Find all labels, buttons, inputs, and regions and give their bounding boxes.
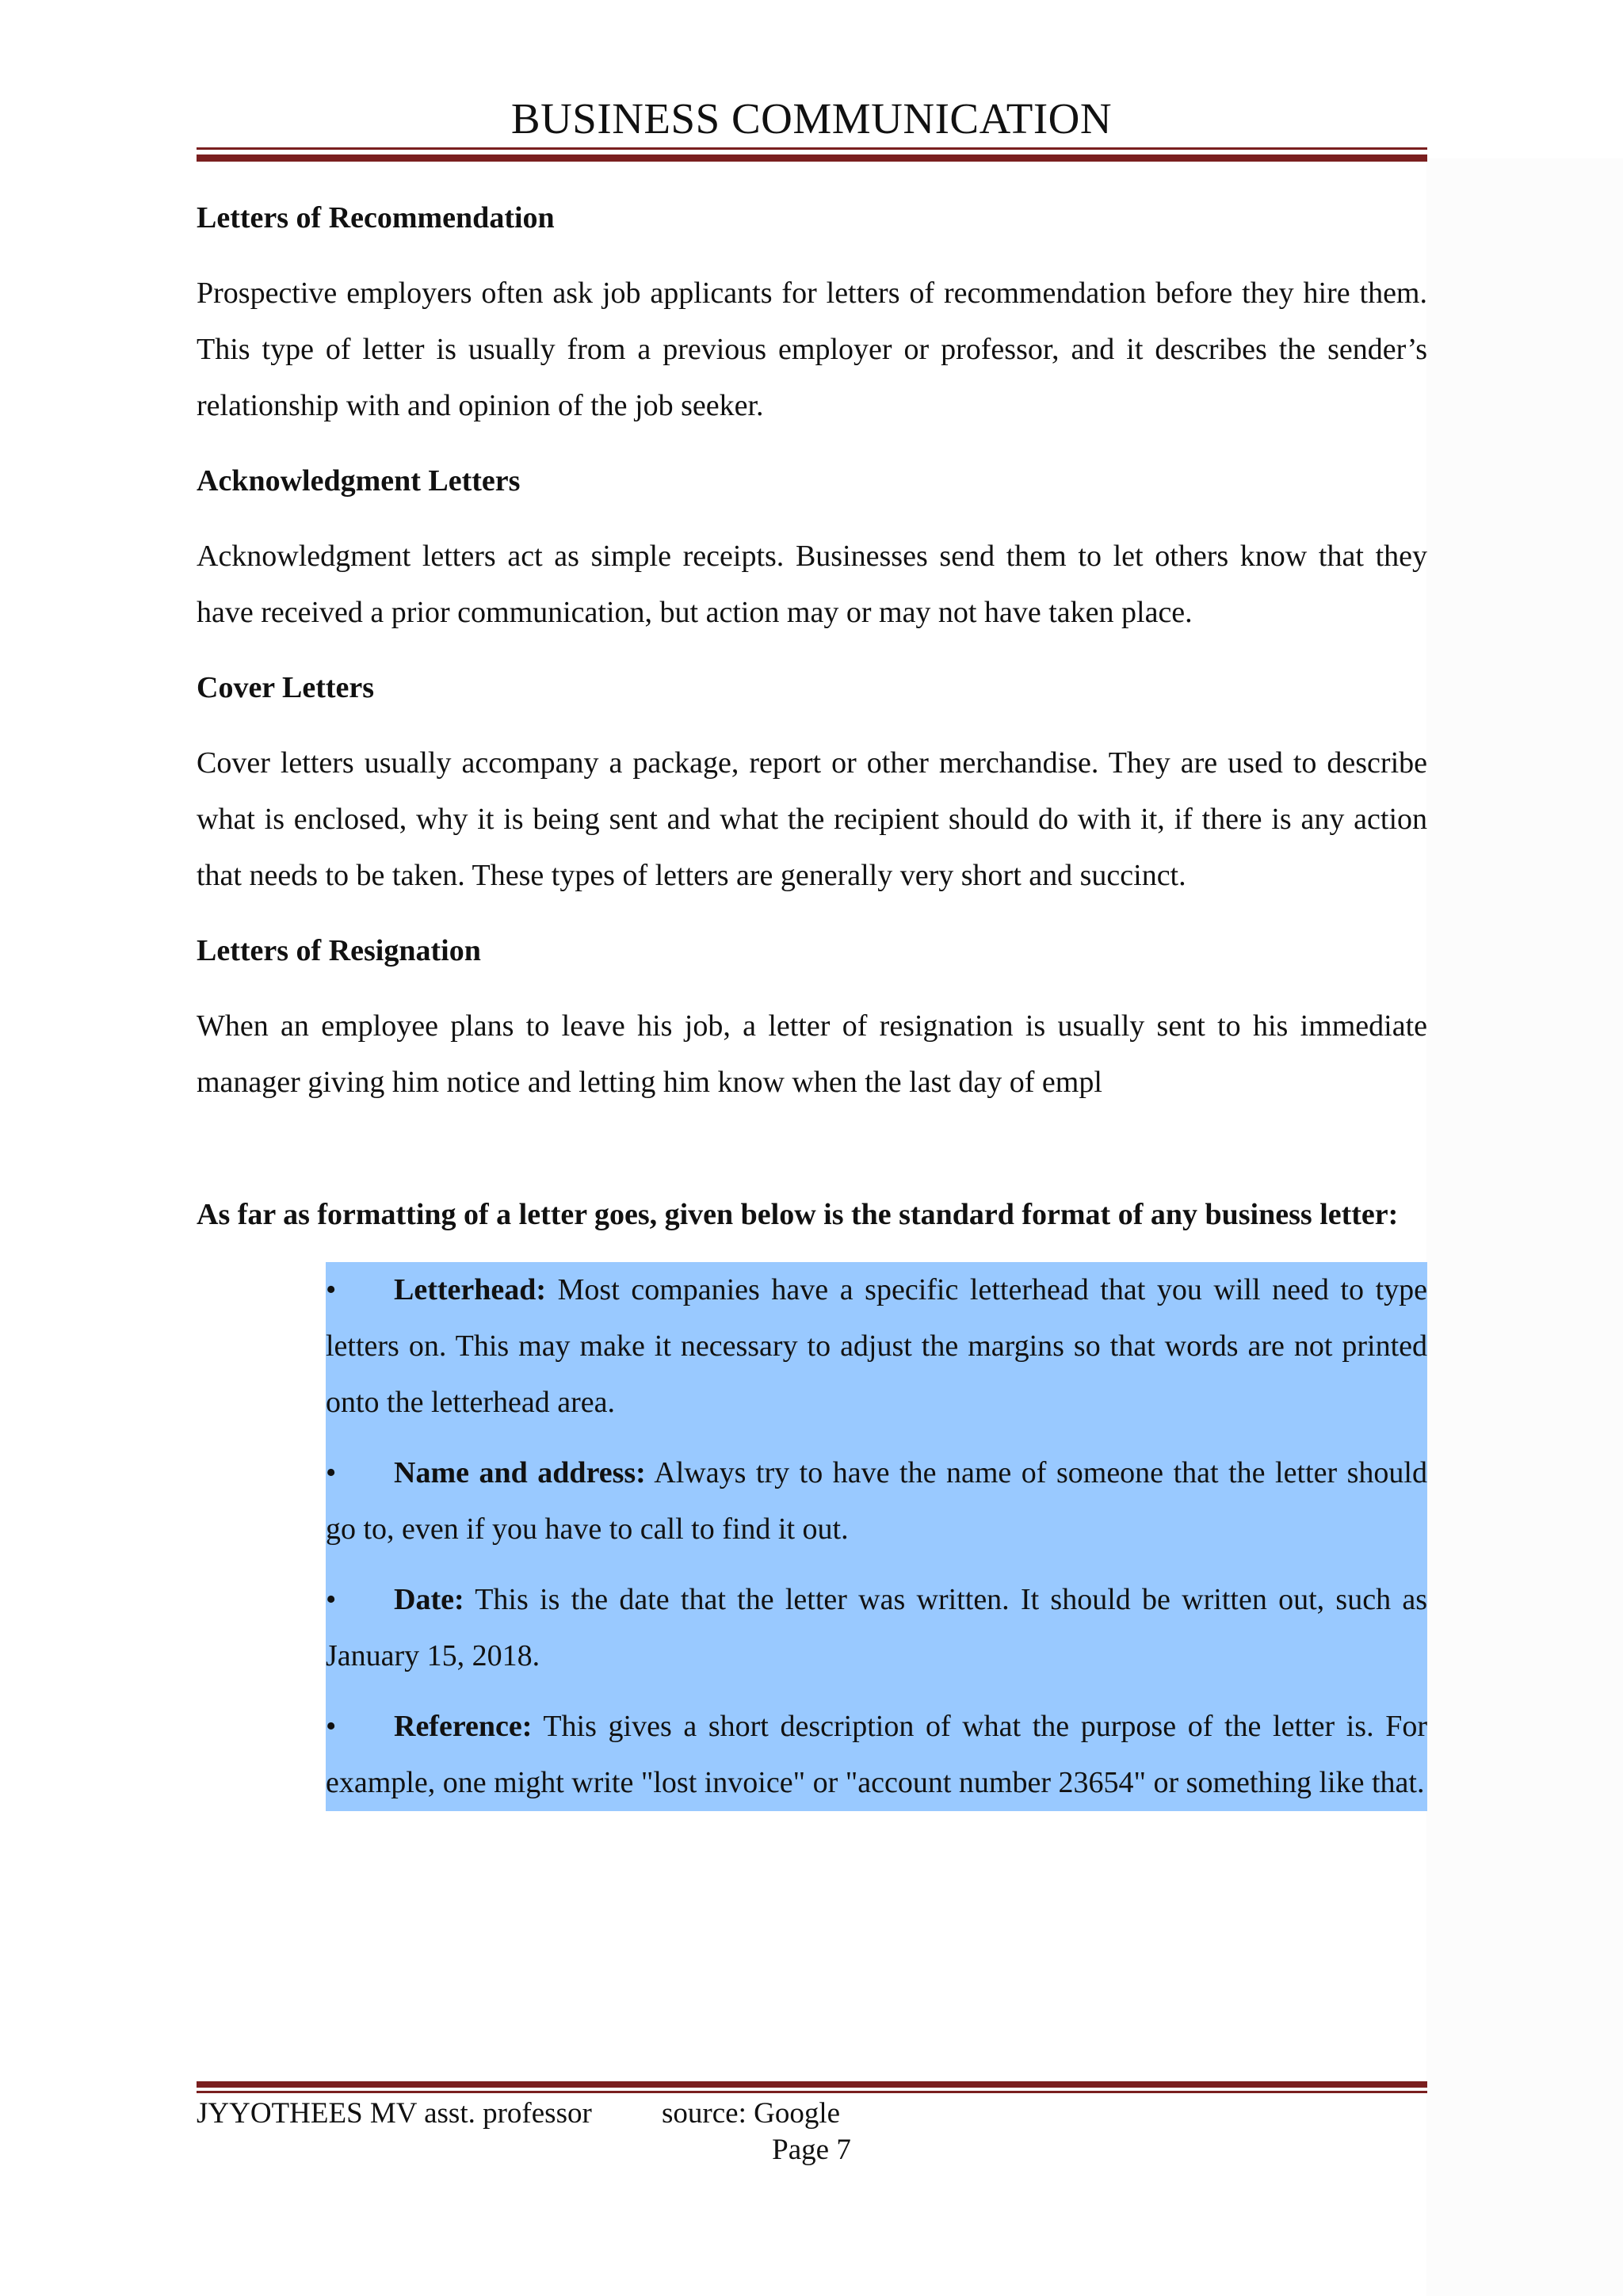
footer-rule-thin [197, 2091, 1427, 2093]
bullet-term: Letterhead: [394, 1273, 547, 1306]
bullet-text: This is the date that the letter was written. It should be written out, such as January 15, 2018. [326, 1583, 1427, 1672]
footer-rule-thick [197, 2081, 1427, 2088]
document-body [197, 190, 1427, 1811]
section-heading: Cover Letters [197, 671, 375, 704]
page-header-title: BUSINESS COMMUNICATION [510, 94, 1113, 143]
footer-author: JYYOTHEES MV asst. professor [197, 2097, 592, 2130]
footer-source: source: Google [662, 2097, 841, 2130]
section-heading: Letters of Resignation [197, 934, 481, 967]
bullet-text: This gives a short description of what the purpose of the letter is. For example, one might write "lost invoice" or "account number 23654" or something like that. [326, 1710, 1427, 1799]
section-paragraph: Cover letters usually accompany a package, report or other merchandise. They are used to describe what is enclosed, why it is being sent and what the recipient should do with it, if there is any action that needs to be taken. These types of letters are generally very short and succinct. [197, 746, 1427, 892]
section-heading: Acknowledgment Letters [197, 464, 521, 498]
list-item [326, 1699, 1427, 1811]
page-number: Page 7 [772, 2134, 851, 2166]
bullet-text: Most companies have a specific letterhead that you will need to type letters on. This may make it necessary to adjust the margins so that words are not printed onto the letterhead area. [326, 1273, 1427, 1419]
bullet-text: Always try to have the name of someone that the letter should go to, even if you have to call to find it out. [326, 1456, 1427, 1546]
bullet-icon: • [326, 1710, 337, 1743]
section-paragraph: When an employee plans to leave his job, a letter of resignation is usually sent to his immediate manager giving him notice and letting him know when the last day of empl [197, 1009, 1427, 1099]
blank-line [197, 1130, 1427, 1187]
bullet-term: Name and address: [394, 1456, 646, 1489]
bullet-term: Date: [394, 1583, 464, 1616]
list-item [326, 1572, 1427, 1699]
footer [197, 2096, 840, 2132]
list-item [326, 1445, 1427, 1572]
highlighted-bullet-list [326, 1262, 1427, 1811]
bullet-icon: • [326, 1456, 337, 1489]
bullet-icon: • [326, 1273, 337, 1306]
header-rule-thin [197, 147, 1427, 150]
header-rule-thick [197, 154, 1427, 162]
format-intro: As far as formatting of a letter goes, given below is the standard format of any business letter: [197, 1198, 1399, 1231]
bullet-term: Reference: [394, 1710, 533, 1743]
section-heading: Letters of Recommendation [197, 201, 555, 235]
section-paragraph: Acknowledgment letters act as simple receipts. Businesses send them to let others know that they have received a prior communication, but action may or may not have taken place. [197, 540, 1427, 629]
list-item [326, 1262, 1427, 1445]
section-paragraph: Prospective employers often ask job applicants for letters of recommendation before they hire them. This type of letter is usually from a previous employer or professor, and it describes the sender’s relationship with and opinion of the job seeker. [197, 277, 1427, 422]
bullet-icon: • [326, 1583, 337, 1616]
page-shade [1426, 158, 1623, 2296]
